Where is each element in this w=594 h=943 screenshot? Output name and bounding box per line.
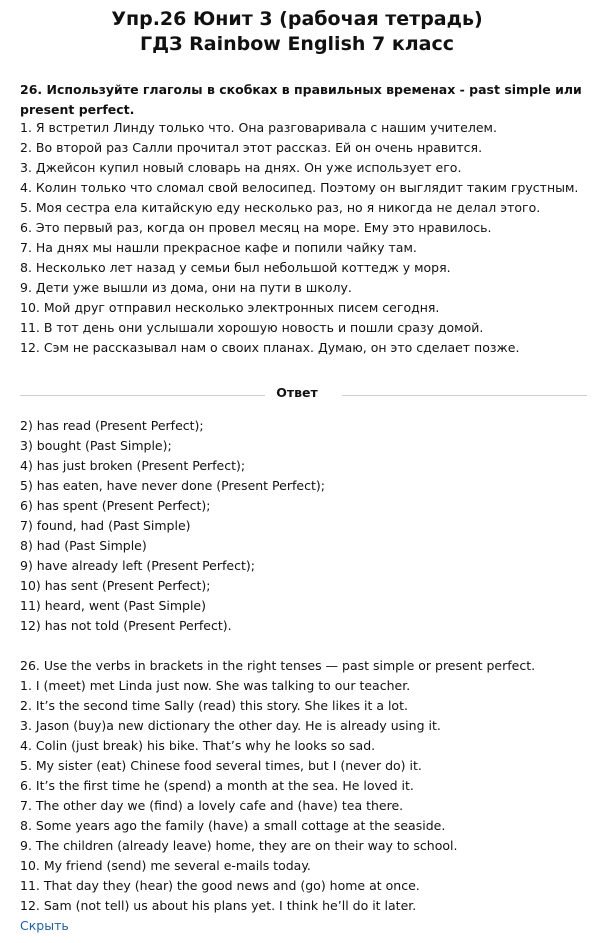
answer-item: 3) bought (Past Simple);	[20, 438, 172, 453]
answer-heading-label: Ответ	[266, 385, 328, 400]
list-item: 8. Some years ago the family (have) a small cottage at the seaside.	[20, 818, 446, 833]
divider-right	[342, 395, 587, 396]
list-item: 6. It’s the first time he (spend) a month at the sea. He loved it.	[20, 778, 414, 793]
list-item: 12. Сэм не рассказывал нам о своих планах. Думаю, он это сделает позже.	[20, 340, 520, 355]
list-item: 11. That day they (hear) the good news and (go) home at once.	[20, 878, 420, 893]
answer-list	[20, 416, 325, 636]
list-item: 5. Моя сестра ела китайскую еду несколько раз, но я никогда не делал этого.	[20, 200, 541, 215]
list-item: 3. Jason (buy)a new dictionary the other day. He is already using it.	[20, 718, 441, 733]
russian-sentence-list	[20, 118, 590, 358]
answer-item: 10) has sent (Present Perfect);	[20, 578, 211, 593]
list-item: 8. Несколько лет назад у семьи был небольшой коттедж у моря.	[20, 260, 451, 275]
list-item: 9. Дети уже вышли из дома, они на пути в школу.	[20, 280, 352, 295]
page-title-line-2: ГДЗ Rainbow English 7 класс	[139, 33, 455, 55]
list-item: 7. На днях мы нашли прекрасное кафе и попили чайку там.	[20, 240, 417, 255]
answer-heading	[0, 385, 594, 400]
answer-item: 5) has eaten, have never done (Present Perfect);	[20, 478, 325, 493]
english-sentence-list	[20, 676, 457, 916]
answer-item: 12) has not told (Present Perfect).	[20, 618, 232, 633]
page-title-line-1: Упр.26 Юнит 3 (рабочая тетрадь)	[111, 8, 483, 30]
english-task-header: 26. Use the verbs in brackets in the right tenses — past simple or present perfect.	[20, 658, 536, 673]
task-header: 26. Используйте глаголы в скобках в правильных временах - past simple или present perfect.	[20, 82, 582, 117]
list-item: 3. Джейсон купил новый словарь на днях. Он уже использует его.	[20, 160, 462, 175]
list-item: 10. My friend (send) me several e-mails today.	[20, 858, 311, 873]
list-item: 12. Sam (not tell) us about his plans yet. I think he’ll do it later.	[20, 898, 417, 913]
answer-item: 11) heard, went (Past Simple)	[20, 598, 206, 613]
list-item: 6. Это первый раз, когда он провел месяц на море. Ему это нравилось.	[20, 220, 492, 235]
list-item: 9. The children (already leave) home, they are on their way to school.	[20, 838, 458, 853]
answer-item: 6) has spent (Present Perfect);	[20, 498, 211, 513]
list-item: 2. Во второй раз Салли прочитал этот рассказ. Ей он очень нравится.	[20, 140, 483, 155]
answer-item: 7) found, had (Past Simple)	[20, 518, 191, 533]
list-item: 7. The other day we (find) a lovely cafe and (have) tea there.	[20, 798, 404, 813]
list-item: 1. Я встретил Линду только что. Она разговаривала с нашим учителем.	[20, 120, 497, 135]
divider-left	[20, 395, 265, 396]
list-item: 10. Мой друг отправил несколько электронных писем сегодня.	[20, 300, 440, 315]
answer-item: 4) has just broken (Present Perfect);	[20, 458, 246, 473]
list-item: 1. I (meet) met Linda just now. She was talking to our teacher.	[20, 678, 411, 693]
list-item: 4. Colin (just break) his bike. That’s why he looks so sad.	[20, 738, 376, 753]
list-item: 11. В тот день они услышали хорошую новость и пошли сразу домой.	[20, 320, 484, 335]
list-item: 2. It’s the second time Sally (read) this story. She likes it a lot.	[20, 698, 408, 713]
hide-link[interactable]: Скрыть	[20, 918, 69, 933]
answer-item: 2) has read (Present Perfect);	[20, 418, 204, 433]
answer-item: 8) had (Past Simple)	[20, 538, 147, 553]
page-title	[0, 0, 594, 57]
list-item: 4. Колин только что сломал свой велосипед. Поэтому он выглядит таким грустным.	[20, 180, 579, 195]
answer-item: 9) have already left (Present Perfect);	[20, 558, 255, 573]
list-item: 5. My sister (eat) Chinese food several times, but I (never do) it.	[20, 758, 422, 773]
